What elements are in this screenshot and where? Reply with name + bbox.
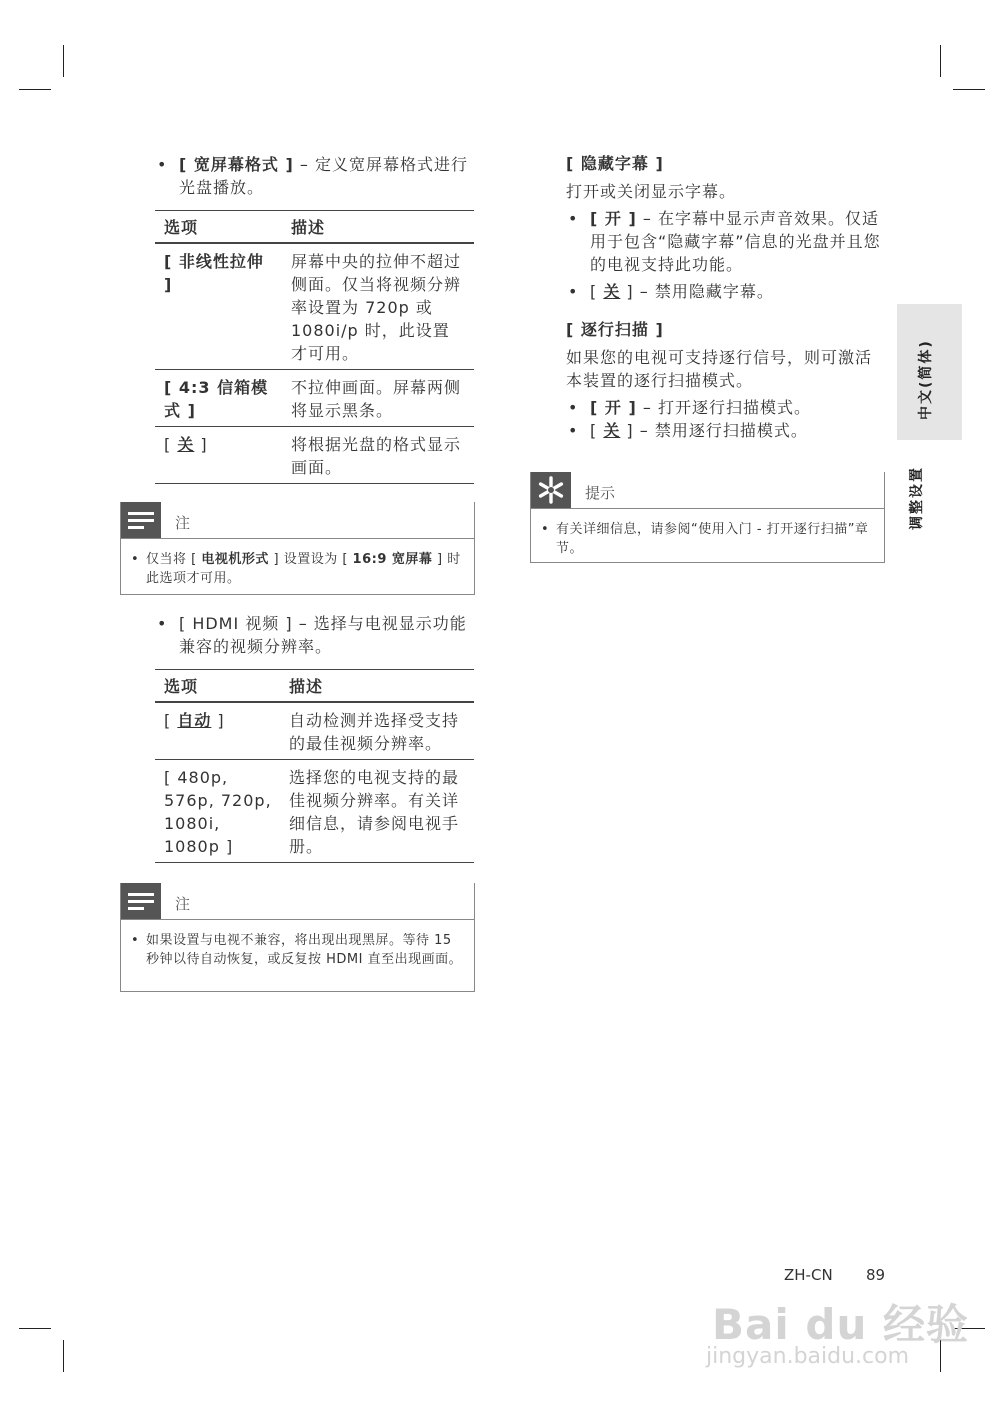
desc-cell: 屏幕中央的拉伸不超过侧面。仅当将视频分辨率设置为 720p 或 1080i/p 时，此设置才可用。 (282, 243, 474, 370)
note-icon (121, 502, 161, 538)
note-icon (121, 883, 161, 919)
watermark-url: jingyan.baidu.com (706, 1344, 910, 1369)
hdmi-bullet (155, 612, 469, 658)
table-header-desc: 描述 (282, 211, 474, 244)
note-box (120, 883, 475, 992)
widescreen-bullet (155, 153, 475, 199)
note-title: 注 (175, 895, 191, 913)
ps-on-bullet: • [ 开 ] – 打开逐行扫描模式。 (566, 396, 888, 419)
note-text: • 如果设置与电视不兼容，将出现出现黑屏。等待 15 秒钟以待自动恢复，或反复按 HDMI 直至出现画面。 (131, 931, 464, 969)
option-cell: [ 480p, 576p, 720p, 1080i, 1080p ] (155, 760, 280, 863)
tip-box (530, 472, 885, 563)
option-cell: [ 自动 ] (155, 702, 280, 760)
table-row (155, 427, 474, 484)
note-title: 注 (175, 514, 191, 532)
section-side-label: 调整设置 (909, 466, 925, 530)
watermark-logo: Bai du 经验 (712, 1300, 969, 1349)
ps-off-bullet: • [ 关 ] – 禁用逐行扫描模式。 (566, 419, 888, 442)
hdmi-key: [ HDMI 视频 ] (179, 614, 293, 633)
footer-lang: ZH-CN (784, 1266, 833, 1284)
note-header (121, 502, 474, 539)
closed-caption-title: [ 隐藏字幕 ] (566, 154, 664, 173)
crop-mark (953, 89, 985, 90)
option-cell: [ 4:3 信箱模式 ] (155, 370, 282, 427)
tip-text: • 有关详细信息，请参阅“使用入门 - 打开逐行扫描”章节。 (541, 520, 874, 558)
desc-cell: 将根据光盘的格式显示画面。 (282, 427, 474, 484)
desc-cell: 不拉伸画面。屏幕两侧将显示黑条。 (282, 370, 474, 427)
table-row (155, 370, 474, 427)
closed-caption-intro: 打开或关闭显示字幕。 (566, 182, 737, 201)
language-side-tab (897, 304, 962, 440)
tip-body (531, 509, 884, 566)
widescreen-table (155, 210, 474, 484)
asterisk-icon (531, 472, 571, 508)
table-header-option: 选项 (155, 670, 280, 703)
note-body (121, 539, 474, 596)
table-header-option: 选项 (155, 211, 282, 244)
progressive-scan-title: [ 逐行扫描 ] (566, 320, 664, 339)
note-text: • 仅当将 [ 电视机形式 ] 设置设为 [ 16:9 宽屏幕 ] 时此选项才可用。 (131, 550, 464, 588)
table-row (155, 702, 474, 760)
tip-title: 提示 (585, 484, 616, 502)
crop-mark (63, 1340, 64, 1372)
table-row (155, 760, 474, 863)
crop-mark (19, 89, 51, 90)
cc-off-bullet: • [ 关 ] – 禁用隐藏字幕。 (566, 280, 888, 303)
note-body (121, 920, 474, 977)
tip-header (531, 472, 884, 509)
progressive-scan-intro: 如果您的电视可支持逐行信号，则可激活本装置的逐行扫描模式。 (566, 348, 873, 390)
crop-mark (63, 45, 64, 77)
language-tab-label: 中文(简体) (918, 339, 934, 420)
note-box (120, 502, 475, 595)
cc-on-bullet: • [ 开 ] – 在字幕中显示声音效果。仅适用于包含“隐藏字幕”信息的光盘并且您的电视支持此功能。 (566, 207, 888, 276)
option-cell: [ 关 ] (155, 427, 282, 484)
left-column (155, 153, 475, 484)
crop-mark (19, 1328, 51, 1329)
option-cell: [ 非线性拉伸 ] (155, 243, 282, 370)
crop-mark (940, 45, 941, 77)
widescreen-key: [ 宽屏幕格式 ] (179, 155, 294, 174)
right-column (566, 152, 888, 442)
note-header (121, 883, 474, 920)
hdmi-table (155, 669, 474, 863)
hdmi-section (155, 612, 475, 863)
hdmi-desc: – 选择与电视显示功能兼容的视频分辨率。 (179, 614, 467, 656)
table-header-desc: 描述 (280, 670, 474, 703)
table-row (155, 243, 474, 370)
desc-cell: 选择您的电视支持的最佳视频分辨率。有关详细信息，请参阅电视手册。 (280, 760, 474, 863)
desc-cell: 自动检测并选择受支持的最佳视频分辨率。 (280, 702, 474, 760)
widescreen-desc: – 定义宽屏幕格式进行光盘播放。 (179, 155, 468, 197)
page-number: 89 (866, 1266, 886, 1284)
